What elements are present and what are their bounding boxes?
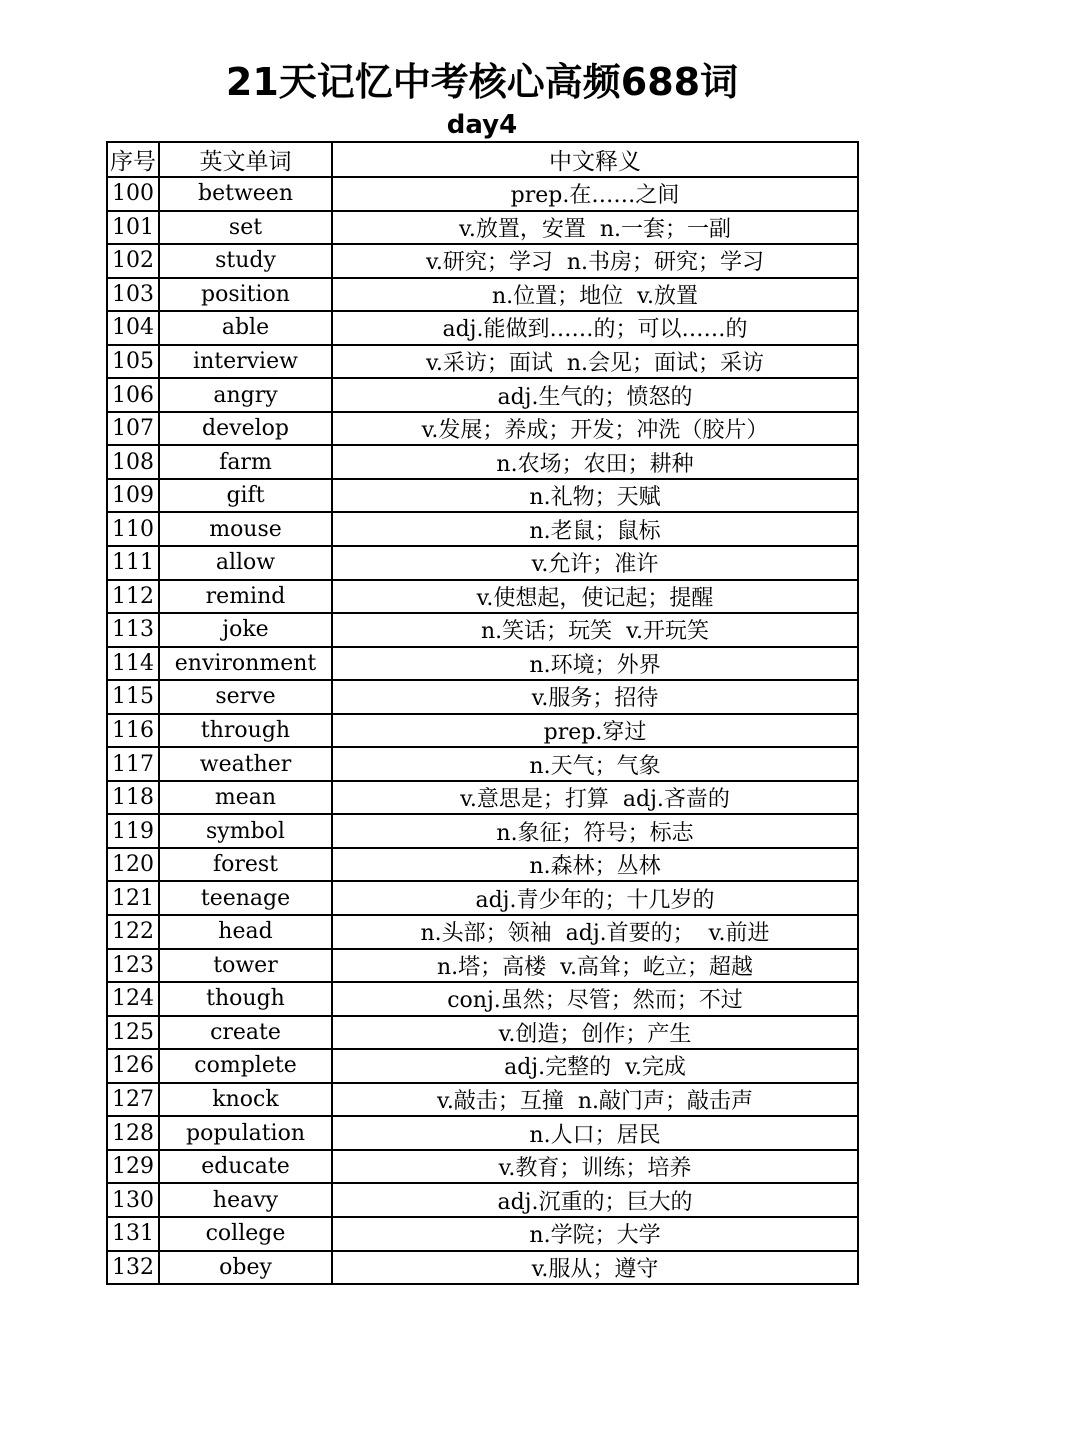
cell-no: 122 (107, 915, 159, 949)
cell-no: 103 (107, 278, 159, 312)
table-body (107, 177, 858, 1284)
table-row (107, 747, 858, 781)
cell-no: 123 (107, 949, 159, 983)
table-row (107, 580, 858, 614)
cell-word: between (159, 177, 332, 211)
cell-word: population (159, 1116, 332, 1150)
cell-no: 115 (107, 680, 159, 714)
table-row (107, 1183, 858, 1217)
cell-no: 121 (107, 881, 159, 915)
header-row (107, 142, 858, 177)
cell-meaning: n.人口；居民 (332, 1116, 858, 1150)
table-row (107, 848, 858, 882)
cell-word: complete (159, 1049, 332, 1083)
cell-no: 120 (107, 848, 159, 882)
cell-no: 132 (107, 1251, 159, 1285)
cell-meaning: v.采访；面试 n.会见；面试；采访 (332, 345, 858, 379)
cell-meaning: n.礼物；天赋 (332, 479, 858, 513)
cell-no: 119 (107, 814, 159, 848)
cell-no: 116 (107, 714, 159, 748)
cell-no: 131 (107, 1217, 159, 1251)
cell-no: 112 (107, 580, 159, 614)
cell-no: 110 (107, 512, 159, 546)
table-row (107, 412, 858, 446)
cell-word: college (159, 1217, 332, 1251)
cell-word: obey (159, 1251, 332, 1285)
table-row (107, 613, 858, 647)
cell-no: 105 (107, 345, 159, 379)
cell-word: able (159, 311, 332, 345)
cell-meaning: conj.虽然；尽管；然而；不过 (332, 982, 858, 1016)
table-row (107, 512, 858, 546)
cell-word: study (159, 244, 332, 278)
table-row (107, 680, 858, 714)
cell-meaning: v.教育；训练；培养 (332, 1150, 858, 1184)
cell-word: create (159, 1016, 332, 1050)
cell-meaning: prep.穿过 (332, 714, 858, 748)
cell-word: farm (159, 445, 332, 479)
cell-meaning: v.研究；学习 n.书房；研究；学习 (332, 244, 858, 278)
cell-meaning: v.服从；遵守 (332, 1251, 858, 1285)
page-subtitle: day4 (446, 110, 518, 140)
cell-word: angry (159, 378, 332, 412)
cell-word: environment (159, 647, 332, 681)
cell-no: 107 (107, 412, 159, 446)
table-row (107, 479, 858, 513)
cell-meaning: adj.沉重的；巨大的 (332, 1183, 858, 1217)
table-row (107, 714, 858, 748)
cell-no: 127 (107, 1083, 159, 1117)
cell-word: position (159, 278, 332, 312)
cell-meaning: n.学院；大学 (332, 1217, 858, 1251)
table-row (107, 1083, 858, 1117)
table-row (107, 244, 858, 278)
cell-no: 128 (107, 1116, 159, 1150)
cell-word: allow (159, 546, 332, 580)
cell-meaning: n.塔；高楼 v.高耸；屹立；超越 (332, 949, 858, 983)
cell-no: 129 (107, 1150, 159, 1184)
cell-word: gift (159, 479, 332, 513)
table-row (107, 647, 858, 681)
table-row (107, 881, 858, 915)
cell-word: joke (159, 613, 332, 647)
cell-word: though (159, 982, 332, 1016)
table-row (107, 345, 858, 379)
table-row (107, 781, 858, 815)
cell-word: set (159, 211, 332, 245)
table-row (107, 1116, 858, 1150)
table-row (107, 949, 858, 983)
cell-word: weather (159, 747, 332, 781)
cell-meaning: n.农场；农田；耕种 (332, 445, 858, 479)
cell-word: remind (159, 580, 332, 614)
cell-meaning: n.老鼠；鼠标 (332, 512, 858, 546)
cell-meaning: v.敲击；互撞 n.敲门声；敲击声 (332, 1083, 858, 1117)
cell-no: 114 (107, 647, 159, 681)
header-word: 英文单词 (159, 142, 332, 177)
cell-word: head (159, 915, 332, 949)
cell-word: serve (159, 680, 332, 714)
table-row (107, 1217, 858, 1251)
cell-meaning: adj.青少年的；十几岁的 (332, 881, 858, 915)
table-row (107, 445, 858, 479)
cell-meaning: n.象征；符号；标志 (332, 814, 858, 848)
cell-word: educate (159, 1150, 332, 1184)
cell-meaning: v.使想起，使记起；提醒 (332, 580, 858, 614)
cell-no: 124 (107, 982, 159, 1016)
cell-word: mean (159, 781, 332, 815)
table-row (107, 915, 858, 949)
cell-no: 100 (107, 177, 159, 211)
cell-meaning: v.允许；准许 (332, 546, 858, 580)
header-no: 序号 (107, 142, 159, 177)
cell-word: knock (159, 1083, 332, 1117)
cell-meaning: n.位置；地位 v.放置 (332, 278, 858, 312)
cell-no: 118 (107, 781, 159, 815)
table-row (107, 546, 858, 580)
cell-meaning: prep.在……之间 (332, 177, 858, 211)
cell-no: 106 (107, 378, 159, 412)
cell-word: forest (159, 848, 332, 882)
cell-word: interview (159, 345, 332, 379)
table-row (107, 1150, 858, 1184)
cell-no: 117 (107, 747, 159, 781)
table-row (107, 378, 858, 412)
page-title: 21天记忆中考核心高频688词 (225, 60, 739, 104)
table-row (107, 311, 858, 345)
cell-no: 111 (107, 546, 159, 580)
cell-no: 104 (107, 311, 159, 345)
cell-meaning: v.发展；养成；开发；冲洗（胶片） (332, 412, 858, 446)
cell-meaning: v.服务；招待 (332, 680, 858, 714)
table-row (107, 1049, 858, 1083)
cell-meaning: n.天气；气象 (332, 747, 858, 781)
cell-no: 101 (107, 211, 159, 245)
cell-word: through (159, 714, 332, 748)
cell-word: teenage (159, 881, 332, 915)
cell-no: 125 (107, 1016, 159, 1050)
cell-meaning: adj.生气的；愤怒的 (332, 378, 858, 412)
table-row (107, 814, 858, 848)
cell-word: symbol (159, 814, 332, 848)
cell-no: 109 (107, 479, 159, 513)
cell-word: heavy (159, 1183, 332, 1217)
cell-no: 102 (107, 244, 159, 278)
cell-no: 130 (107, 1183, 159, 1217)
cell-meaning: n.头部；领袖 adj.首要的； v.前进 (332, 915, 858, 949)
table-row (107, 211, 858, 245)
cell-no: 113 (107, 613, 159, 647)
vocabulary-table (106, 141, 859, 1285)
table-row (107, 177, 858, 211)
cell-meaning: v.放置，安置 n.一套；一副 (332, 211, 858, 245)
cell-word: tower (159, 949, 332, 983)
cell-meaning: v.创造；创作；产生 (332, 1016, 858, 1050)
cell-meaning: adj.能做到……的；可以……的 (332, 311, 858, 345)
cell-meaning: n.环境；外界 (332, 647, 858, 681)
cell-word: mouse (159, 512, 332, 546)
cell-meaning: n.笑话；玩笑 v.开玩笑 (332, 613, 858, 647)
table-header (107, 142, 858, 177)
header-meaning: 中文释义 (332, 142, 858, 177)
table-row (107, 1016, 858, 1050)
cell-word: develop (159, 412, 332, 446)
cell-meaning: adj.完整的 v.完成 (332, 1049, 858, 1083)
cell-no: 108 (107, 445, 159, 479)
table-row (107, 982, 858, 1016)
table-row (107, 278, 858, 312)
cell-meaning: v.意思是；打算 adj.吝啬的 (332, 781, 858, 815)
table-row (107, 1251, 858, 1285)
cell-meaning: n.森林；丛林 (332, 848, 858, 882)
cell-no: 126 (107, 1049, 159, 1083)
